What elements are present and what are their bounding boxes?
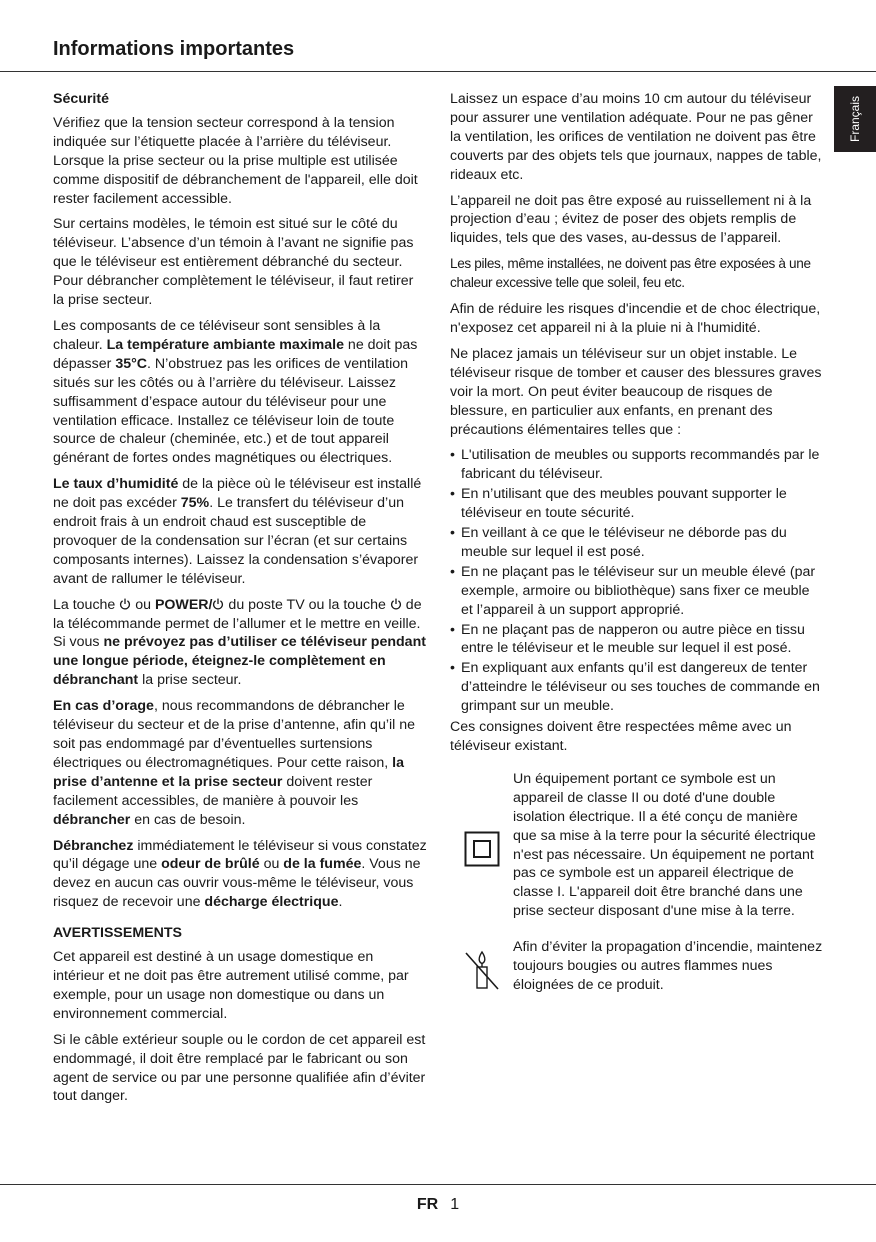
security-paragraph-humidity: Le taux d’humidité de la pièce où le téléviseur est installé ne doit pas excéder 75%. Le transfert du téléviseur d’un endroit frais à un endroit chaud est susceptible de provoquer de la condensation sur l’écran (et sur certains composants internes). Laissez la condensation s’évaporer avant de rallumer le téléviseur. [53,476,422,587]
precautions-list [450,446,825,716]
power-icon [390,598,402,610]
security-paragraph-power: La touche ou POWER/ du poste TV ou la touche de la télécommande permet de l’allumer et le mettre en veille. Si vous ne prévoyez pas d’utiliser ce téléviseur pendant une longue période, éteignez-le complètement en débranchant la prise secteur. [53,596,426,689]
list-item: • En n’utilisant que des meubles pouvant supporter le téléviseur en toute sécurité. [450,485,825,523]
security-paragraph-indicator: Sur certains modèles, le témoin est situé sur le côté du téléviseur. L’absence d’un témoin à l’avant ne signifie pas que le téléviseur est entièrement débranché du secteur. Pour débrancher complètement le téléviseur, il faut retirer la prise secteur. [53,216,414,309]
list-item: • En expliquant aux enfants qu’il est dangereux de tenter d’atteindre le téléviseur ou ses touches de commande en grimpant sur un meuble. [450,659,825,716]
warnings-paragraph-domestic: Cet appareil est destiné à un usage domestique en intérieur et ne doit pas être autrement utilisé comme, par exemple, pour un usage non domestique ou dans un environnement commercial. [53,949,409,1022]
footer-divider [0,1184,876,1185]
header-divider [0,71,876,72]
list-item: • En ne plaçant pas de napperon ou autre pièce en tissu entre le téléviseur et le meuble sur lequel il est posé. [450,621,825,659]
security-paragraph-storm: En cas d’orage, nous recommandons de débrancher le téléviseur du secteur et de la prise d’antenne, afin qu’il ne soit pas endommagé par d’éventuelles surtensions électriques ou électromagnétiques. Pour cette raison, la prise d’antenne et la prise secteur doivent rester facilement accessibles, de manière à pouvoir les débrancher en cas de besoin. [53,698,416,828]
footer [0,1196,876,1214]
candle-text: Afin d’éviter la propagation d’incendie, maintenez toujours bougies ou autres flammes nues éloignées de ce produit. [513,939,823,993]
power-icon [212,598,224,610]
no-candle-icon [462,949,502,991]
security-paragraph-smoke: Débranchez immédiatement le téléviseur si vous constatez qu’il dégage une odeur de brûlé ou de la fumée. Vous ne devez en aucun cas ouvrir vous-même le téléviseur, vous risquez de recevoir une décharge électrique. [53,837,427,911]
warnings-heading: AVERTISSEMENTS [53,925,183,942]
warnings-paragraph-cable: Si le câble extérieur souple ou le cordon de cet appareil est endommagé, il doit être remplacé par le fabricant ou son agent de service ou par une personne qualifiée afin d’éviter tout danger. [53,1031,426,1105]
list-item: • L'utilisation de meubles ou supports recommandés par le fabricant du téléviseur. [450,446,825,484]
list-item: • En ne plaçant pas le téléviseur sur un meuble élevé (par exemple, armoire ou bibliothèque) sans fixer ce meuble et l’appareil à un support approprié. [450,563,825,620]
left-column [53,90,427,1113]
list-item: • En veillant à ce que le téléviseur ne déborde pas du meuble sur lequel il est posé. [450,524,825,562]
footer-language: FR [416,1196,439,1213]
warnings-paragraph-batteries: Les piles, même installées, ne doivent pas être exposées à une chaleur excessive telle que soleil, feu etc. [450,256,811,291]
warnings-paragraph-rain: Afin de réduire les risques d'incendie et de choc électrique, n'exposez cet appareil ni à la pluie ni à l'humidité. [450,301,821,336]
right-column [450,90,825,1002]
class-ii-notice [450,770,825,928]
security-paragraph-voltage: Vérifiez que la tension secteur correspond à la tension indiquée sur l’étiquette placée à l’arrière du téléviseur. Lorsque la prise secteur ou la prise multiple est utilisée comme dispositif de débranchement de l'appareil, elle doit rester facilement accessible. [53,114,418,207]
warnings-paragraph-water: L’appareil ne doit pas être exposé au ruissellement ni à la projection d’eau ; évitez de poser des objets remplis de liquides, tels que des vases, au-dessus de l’appareil. [450,192,812,247]
language-tab-label: Français [848,95,862,143]
security-heading: Sécurité [53,91,109,107]
page-title: Informations importantes [53,38,295,60]
security-paragraph-heat: Les composants de ce téléviseur sont sensibles à la chaleur. La température ambiante maximale ne doit pas dépasser 35°C. N’obstruez pas les orifices de ventilation situés sur les côtés ou à l’arrière du téléviseur. Laissez suffisamment d’espace autour du téléviseur pour une ventilation efficace. Installez ce téléviseur loin de toute source de chaleur (cheminée, etc.) et de tout appareil générant de fortes ondes magnétiques ou électriques. [53,317,418,467]
class-ii-text: Un équipement portant ce symbole est un appareil de classe II ou doté d'une double isolation électrique. Il a été conçu de manière que sa mise à la terre pour la sécurité électrique n'est pas nécessaire. Un équipement ne portant pas ce symbole est un appareil électrique de classe I. L'appareil doit être branché dans une prise secteur disposant d'une mise à la terre. [513,770,816,920]
class-ii-double-square-icon [464,831,500,867]
warnings-paragraph-stability: Ne placez jamais un téléviseur sur un objet instable. Le téléviseur risque de tomber et causer des blessures graves voir la mort. On peut éviter beaucoup de risques de blessure, en particulier aux enfants, en prenant des précautions élémentaires telles que : [450,345,822,438]
page-number: 1 [450,1196,460,1213]
power-icon [119,598,131,610]
language-tab [834,86,876,152]
warnings-paragraph-ventilation: Laissez un espace d’au moins 10 cm autour du téléviseur pour assurer une ventilation adéquate. Pour ne pas gêner la ventilation, les orifices de ventilation ne doivent pas être couverts par des objets tels que journaux, nappes de table, rideaux etc. [450,91,822,183]
candle-notice [450,938,825,1002]
warnings-paragraph-existing: Ces consignes doivent être respectées même avec un téléviseur existant. [450,719,792,754]
